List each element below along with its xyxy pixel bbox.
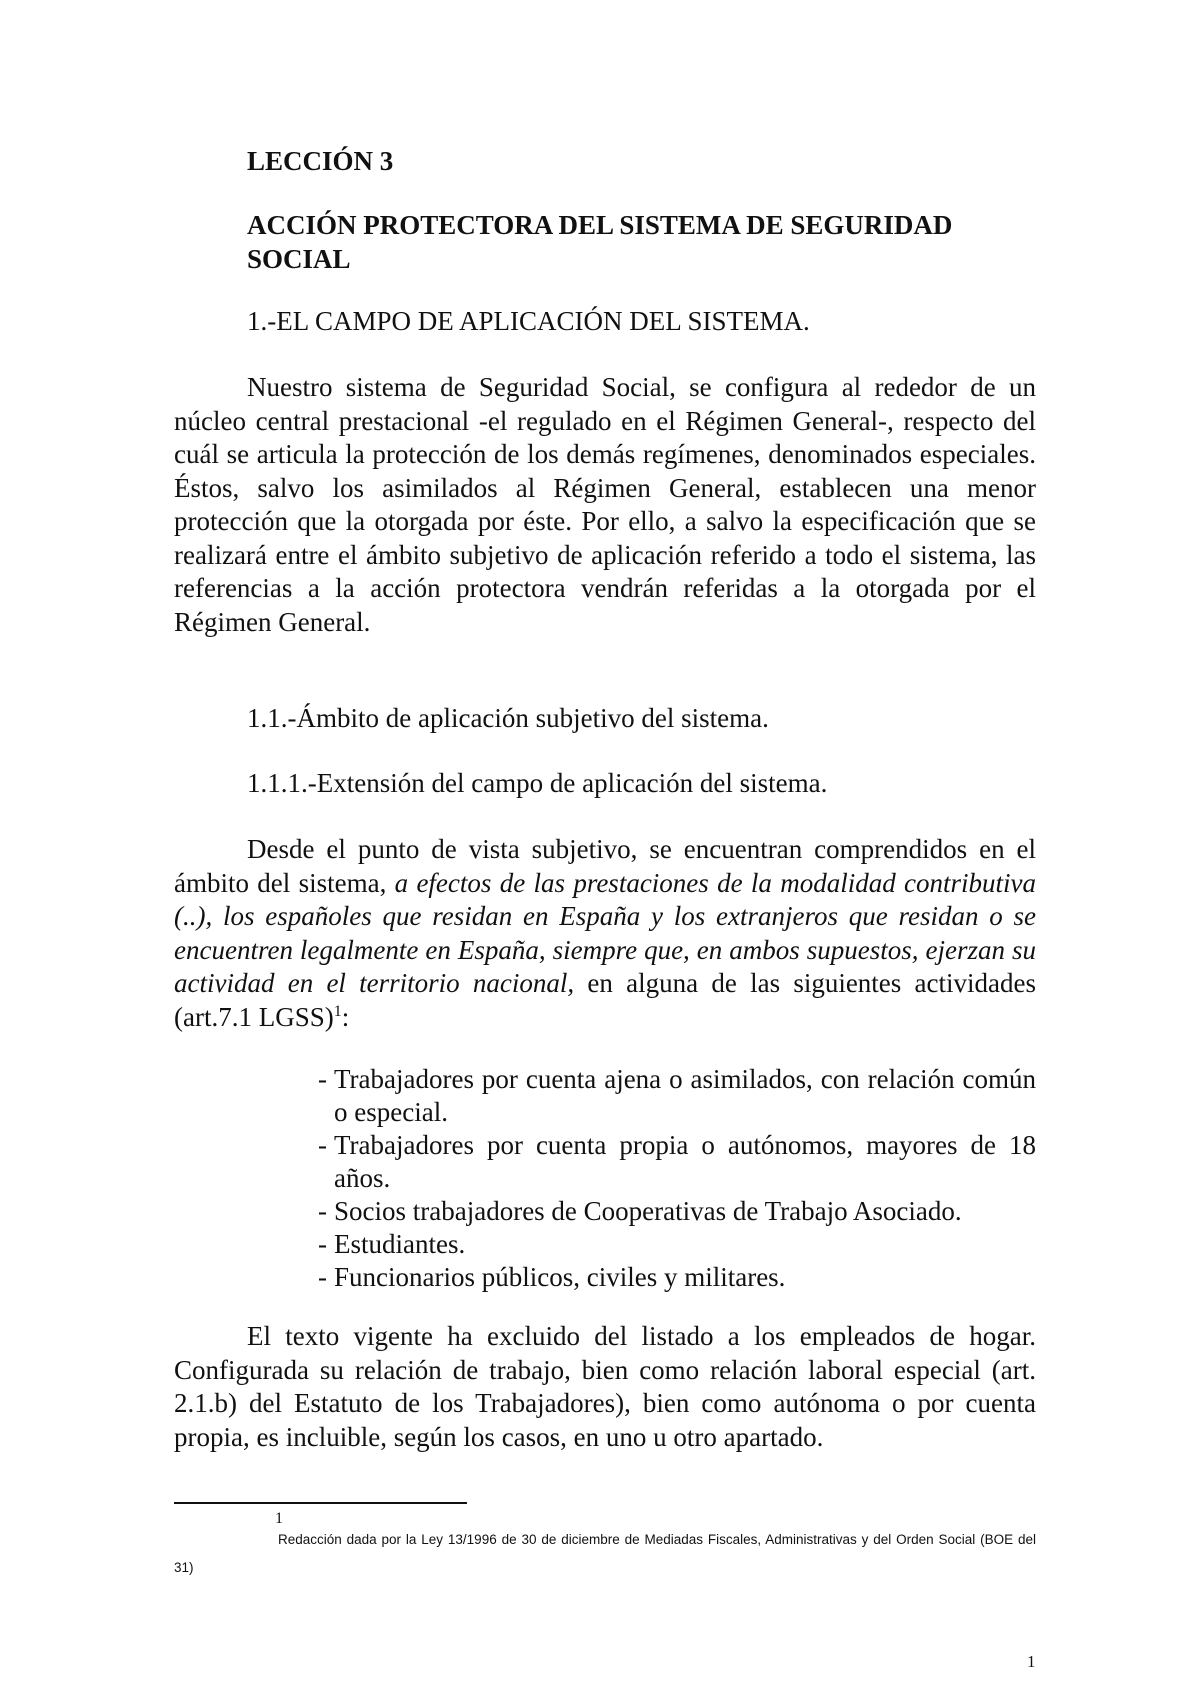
list-dash: - (318, 1064, 327, 1094)
list-dash: - (318, 1130, 327, 1160)
paragraph-scope-end: : (341, 1001, 350, 1032)
list-item (318, 1228, 1036, 1261)
list-item (318, 1195, 1036, 1228)
list-item-text: Trabajadores por cuenta propia o autónomos, mayores de 18 años. (334, 1130, 1036, 1193)
list-item-text: Estudiantes. (334, 1229, 466, 1259)
list-item-text: Socios trabajadores de Cooperativas de Trabajo Asociado. (334, 1196, 962, 1226)
paragraph-domestic-workers: El texto vigente ha excluido del listado a los empleados de hogar. Configurada su relación de trabajo, bien como relación laboral especial (art. 2.1.b) del Estatuto de los Trabajadores), bien como autónoma o por cuenta propia, es incluible, según los casos, en uno u otro apartado. (174, 1321, 1036, 1452)
footnote-separator (174, 1502, 467, 1504)
list-item (318, 1261, 1036, 1294)
section-heading: 1.-EL CAMPO DE APLICACIÓN DEL SISTEMA. (247, 306, 810, 336)
list-item-text: Funcionarios públicos, civiles y militares. (334, 1262, 786, 1292)
footnote-marker: 1 (275, 1510, 283, 1527)
paragraph-scope-quote: a efectos de las prestaciones de la modalidad contributiva (..), los españoles que residan en España y los extranjeros que residan o se encuentren legalmente en España, siempre que, en ambos supuestos, ejerzan su actividad en el territorio nacional, (174, 867, 1036, 998)
footnote-reference[interactable]: 1 (333, 1002, 342, 1020)
lesson-heading: LECCIÓN 3 (247, 146, 394, 176)
list-item (318, 1129, 1036, 1195)
subsection-heading: 1.1.-Ámbito de aplicación subjetivo del sistema. (247, 703, 769, 733)
paragraph-scope (174, 833, 1036, 1034)
chapter-title: ACCIÓN PROTECTORA DEL SISTEMA DE SEGURIDAD SOCIAL (247, 210, 953, 274)
paragraph-intro: Nuestro sistema de Seguridad Social, se configura al rededor de un núcleo central prestacional -el regulado en el Régimen General-, respecto del cuál se articula la protección de los demás regímenes, denominados especiales. Éstos, salvo los asimilados al Régimen General, establecen una menor protección que la otorgada por éste. Por ello, a salvo la especificación que se realizará entre el ámbito subjetivo de aplicación referido a todo el sistema, las referencias a la acción protectora vendrán referidas a la otorgada por el Régimen General. (174, 372, 1036, 637)
paragraph-scope-lead: Desde el punto de vista subjetivo, se encuentran comprendidos en el ámbito del sistema, (174, 834, 1036, 898)
list-item-text: Trabajadores por cuenta ajena o asimilados, con relación común o especial. (334, 1064, 1036, 1127)
list-item (318, 1063, 1036, 1129)
footnote-text: Redacción dada por la Ley 13/1996 de 30 de diciembre de Mediadas Fiscales, Administrativas y del Orden Social (BOE del 31) (174, 1532, 1036, 1575)
paragraph-scope-tail: en alguna de las siguientes actividades (art.7.1 LGSS) (174, 968, 1036, 1032)
activities-list (318, 1063, 1036, 1294)
subsubsection-heading: 1.1.1.-Extensión del campo de aplicación del sistema. (247, 768, 828, 798)
page-number: 1 (1027, 1652, 1036, 1671)
list-dash: - (318, 1262, 327, 1292)
list-dash: - (318, 1229, 327, 1259)
list-dash: - (318, 1196, 327, 1226)
